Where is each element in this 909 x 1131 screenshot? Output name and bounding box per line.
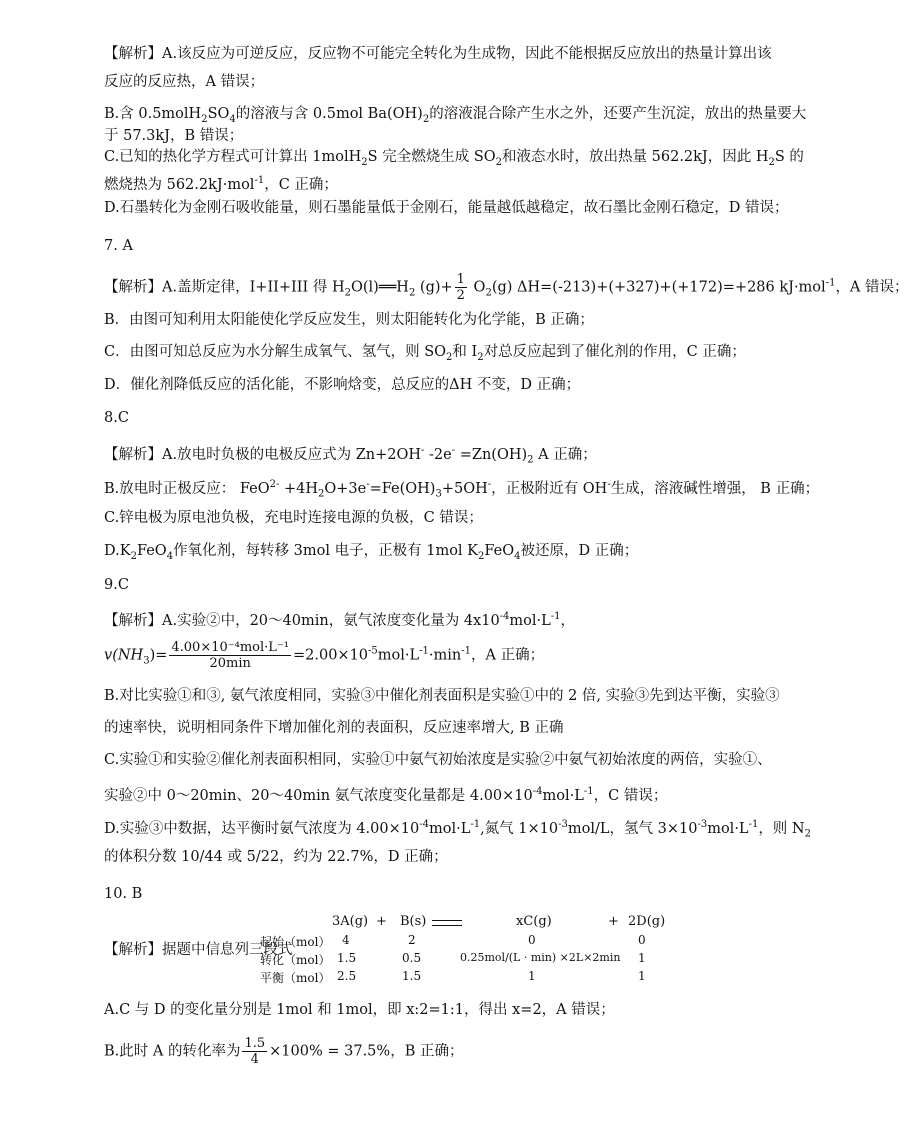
text-line: B.含 $0.5molH_2SO_4$的溶液与含 0.5mol $Ba(OH)_2$的溶液混合除产生水之外，还要产生沉淀，放出的热量要大	[104, 106, 807, 125]
table-cell: 0	[528, 933, 536, 947]
table-cell: 0.25mol/(L · min) ×2L×2min	[460, 951, 621, 964]
row-label: 转化（mol）	[260, 953, 331, 967]
text-line: $D.K_2FeO_4$作氧化剂，每转移 3mol 电子，正极有 1mol $K_2FeO_4$被还原，D 正确；	[104, 543, 639, 562]
row-label: 平衡（mol）	[260, 971, 331, 985]
text-line: D．催化剂降低反应的活化能，不影响焓变，总反应的ΔH 不变，D 正确；	[104, 377, 581, 393]
table-cell: 2.5	[337, 969, 357, 983]
table-cell: 2	[408, 933, 416, 947]
table-cell: 1.5	[337, 951, 357, 965]
table-header: +	[376, 914, 387, 929]
table-cell: 0.5	[402, 951, 422, 965]
text-line: B.对比实验①和③, 氨气浓度相同，实验③中催化剂表面积是实验①中的 2 倍, 实验③先到达平衡，实验③	[104, 688, 780, 704]
formula-line: $v(NH_3)=$ $\frac{\text{4.00×10⁻⁴mol·L⁻¹}}{20\min}$ $=2.00\times 10^{-5}mol\cdot L^{-1}\cdot\min^{-1}$，A 正确；	[104, 640, 545, 671]
text-line: D.实验③中数据，达平衡时氨气浓度为 $4.00\times 10^{-4}mol\cdot L^{-1}$,氮气 $1\times 10^{-3}mol/L$，氢气 $3\times 10^{-3}mol\cdot L^{-1}$，则 $N_2$	[104, 819, 811, 840]
row-label: 起始（mol）	[260, 935, 331, 949]
text-line: B.放电时正极反应： $FeO^{2-} +4H_2O+3e^-=Fe(OH)_3+5OH^-$，正极附近有 OH-生成，溶液碱性增强， B 正确；	[104, 479, 820, 500]
equilibrium-arrow-icon	[432, 917, 462, 931]
table-header: xC(g)	[516, 914, 552, 929]
text-line: 【解析】据题中信息列三段式	[104, 942, 293, 958]
text-line: 的速率快，说明相同条件下增加催化剂的表面积，反应速率增大, B 正确	[104, 720, 564, 736]
three-stage-table	[104, 914, 704, 984]
question-number: 8.C	[104, 410, 129, 426]
question-number: 7. A	[104, 238, 133, 254]
fraction: $\frac{1}{2}$	[456, 272, 465, 303]
text-line: 的体积分数 10/44 或 5/22，约为 22.7%，D 正确；	[104, 849, 448, 865]
table-cell: 1	[638, 951, 646, 965]
text-line: B.此时 A 的转化率为 $\frac{1.5}{4}$ ×100% = 37.5%，B 正确；	[104, 1036, 464, 1067]
text-line: D.石墨转化为金刚石吸收能量，则石墨能量低于金刚石，能量越低越稳定，故石墨比金刚石稳定，D 错误；	[104, 200, 789, 216]
table-header: 2D(g)	[628, 914, 666, 929]
question-number: 10. B	[104, 886, 143, 902]
text-line: A.C 与 D 的变化量分别是 1mol 和 1mol，即 x:2=1:1，得出 x=2，A 错误；	[104, 1002, 615, 1018]
text-line: B．由图可知利用太阳能使化学反应发生，则太阳能转化为化学能，B 正确；	[104, 312, 594, 328]
text-line: 【解析】A.实验②中，20～40min，氨气浓度变化量为 $4x10^{-4}mol\cdot L^{-1}$，	[104, 611, 576, 629]
fraction: $\frac{\text{4.00×10⁻⁴mol·L⁻¹}}{20\min}$	[171, 640, 289, 671]
text-line: 燃烧热为 562.2kJ·mol$^{-1}$，C 正确；	[104, 175, 338, 193]
table-header: +	[608, 914, 619, 929]
text-line: 【解析】A.该反应为可逆反应，反应物不可能完全转化为生成物，因此不能根据反应放出的热量计算出该	[104, 46, 772, 62]
text-line: 实验②中 0～20min、20～40min 氨气浓度变化量都是 $4.00\times 10^{-4}mol\cdot L^{-1}$，C 错误；	[104, 786, 668, 804]
table-cell: 1	[638, 969, 646, 983]
fraction: $\frac{1.5}{4}$	[244, 1036, 266, 1067]
text-line: C.实验①和实验②催化剂表面积相同，实验①中氨气初始浓度是实验②中氨气初始浓度的两倍，实验①、	[104, 752, 772, 768]
text-line: C.锌电极为原电池负极，充电时连接电源的负极，C 错误；	[104, 510, 483, 526]
table-header: 3A(g)	[332, 914, 369, 929]
table-cell: 4	[342, 933, 350, 947]
text-line: 【解析】A.盖斯定律，I+II+III 得 $H_2O(l)══H_2$ (g)+ $\frac{1}{2}$ $O_2(g)$ ΔH=(-213)+(+327)+(+172)=+286 kJ·mol$^{-1}$，A 错误；	[104, 272, 909, 303]
text-line: 反应的反应热，A 错误；	[104, 74, 265, 90]
table-cell: 1.5	[402, 969, 422, 983]
text-line: C．由图可知总反应为水分解生成氧气、氢气，则 $SO_2$和 $I_2$对总反应起到了催化剂的作用，C 正确；	[104, 344, 746, 363]
table-cell: 0	[638, 933, 646, 947]
text-line: 于 57.3kJ，B 错误；	[104, 128, 244, 144]
table-header: B(s)	[400, 914, 427, 929]
text-line: C.已知的热化学方程式可计算出 1molH$_2$S 完全燃烧生成 $SO_2$和液态水时，放出热量 562.2kJ，因此 $H_2S$ 的	[104, 149, 804, 168]
table-cell: 1	[528, 969, 536, 983]
text-line: 【解析】A.放电时负极的电极反应式为 Zn+2OH- $-2e^- =Zn(OH)_2$ A 正确；	[104, 445, 597, 466]
question-number: 9.C	[104, 577, 129, 593]
